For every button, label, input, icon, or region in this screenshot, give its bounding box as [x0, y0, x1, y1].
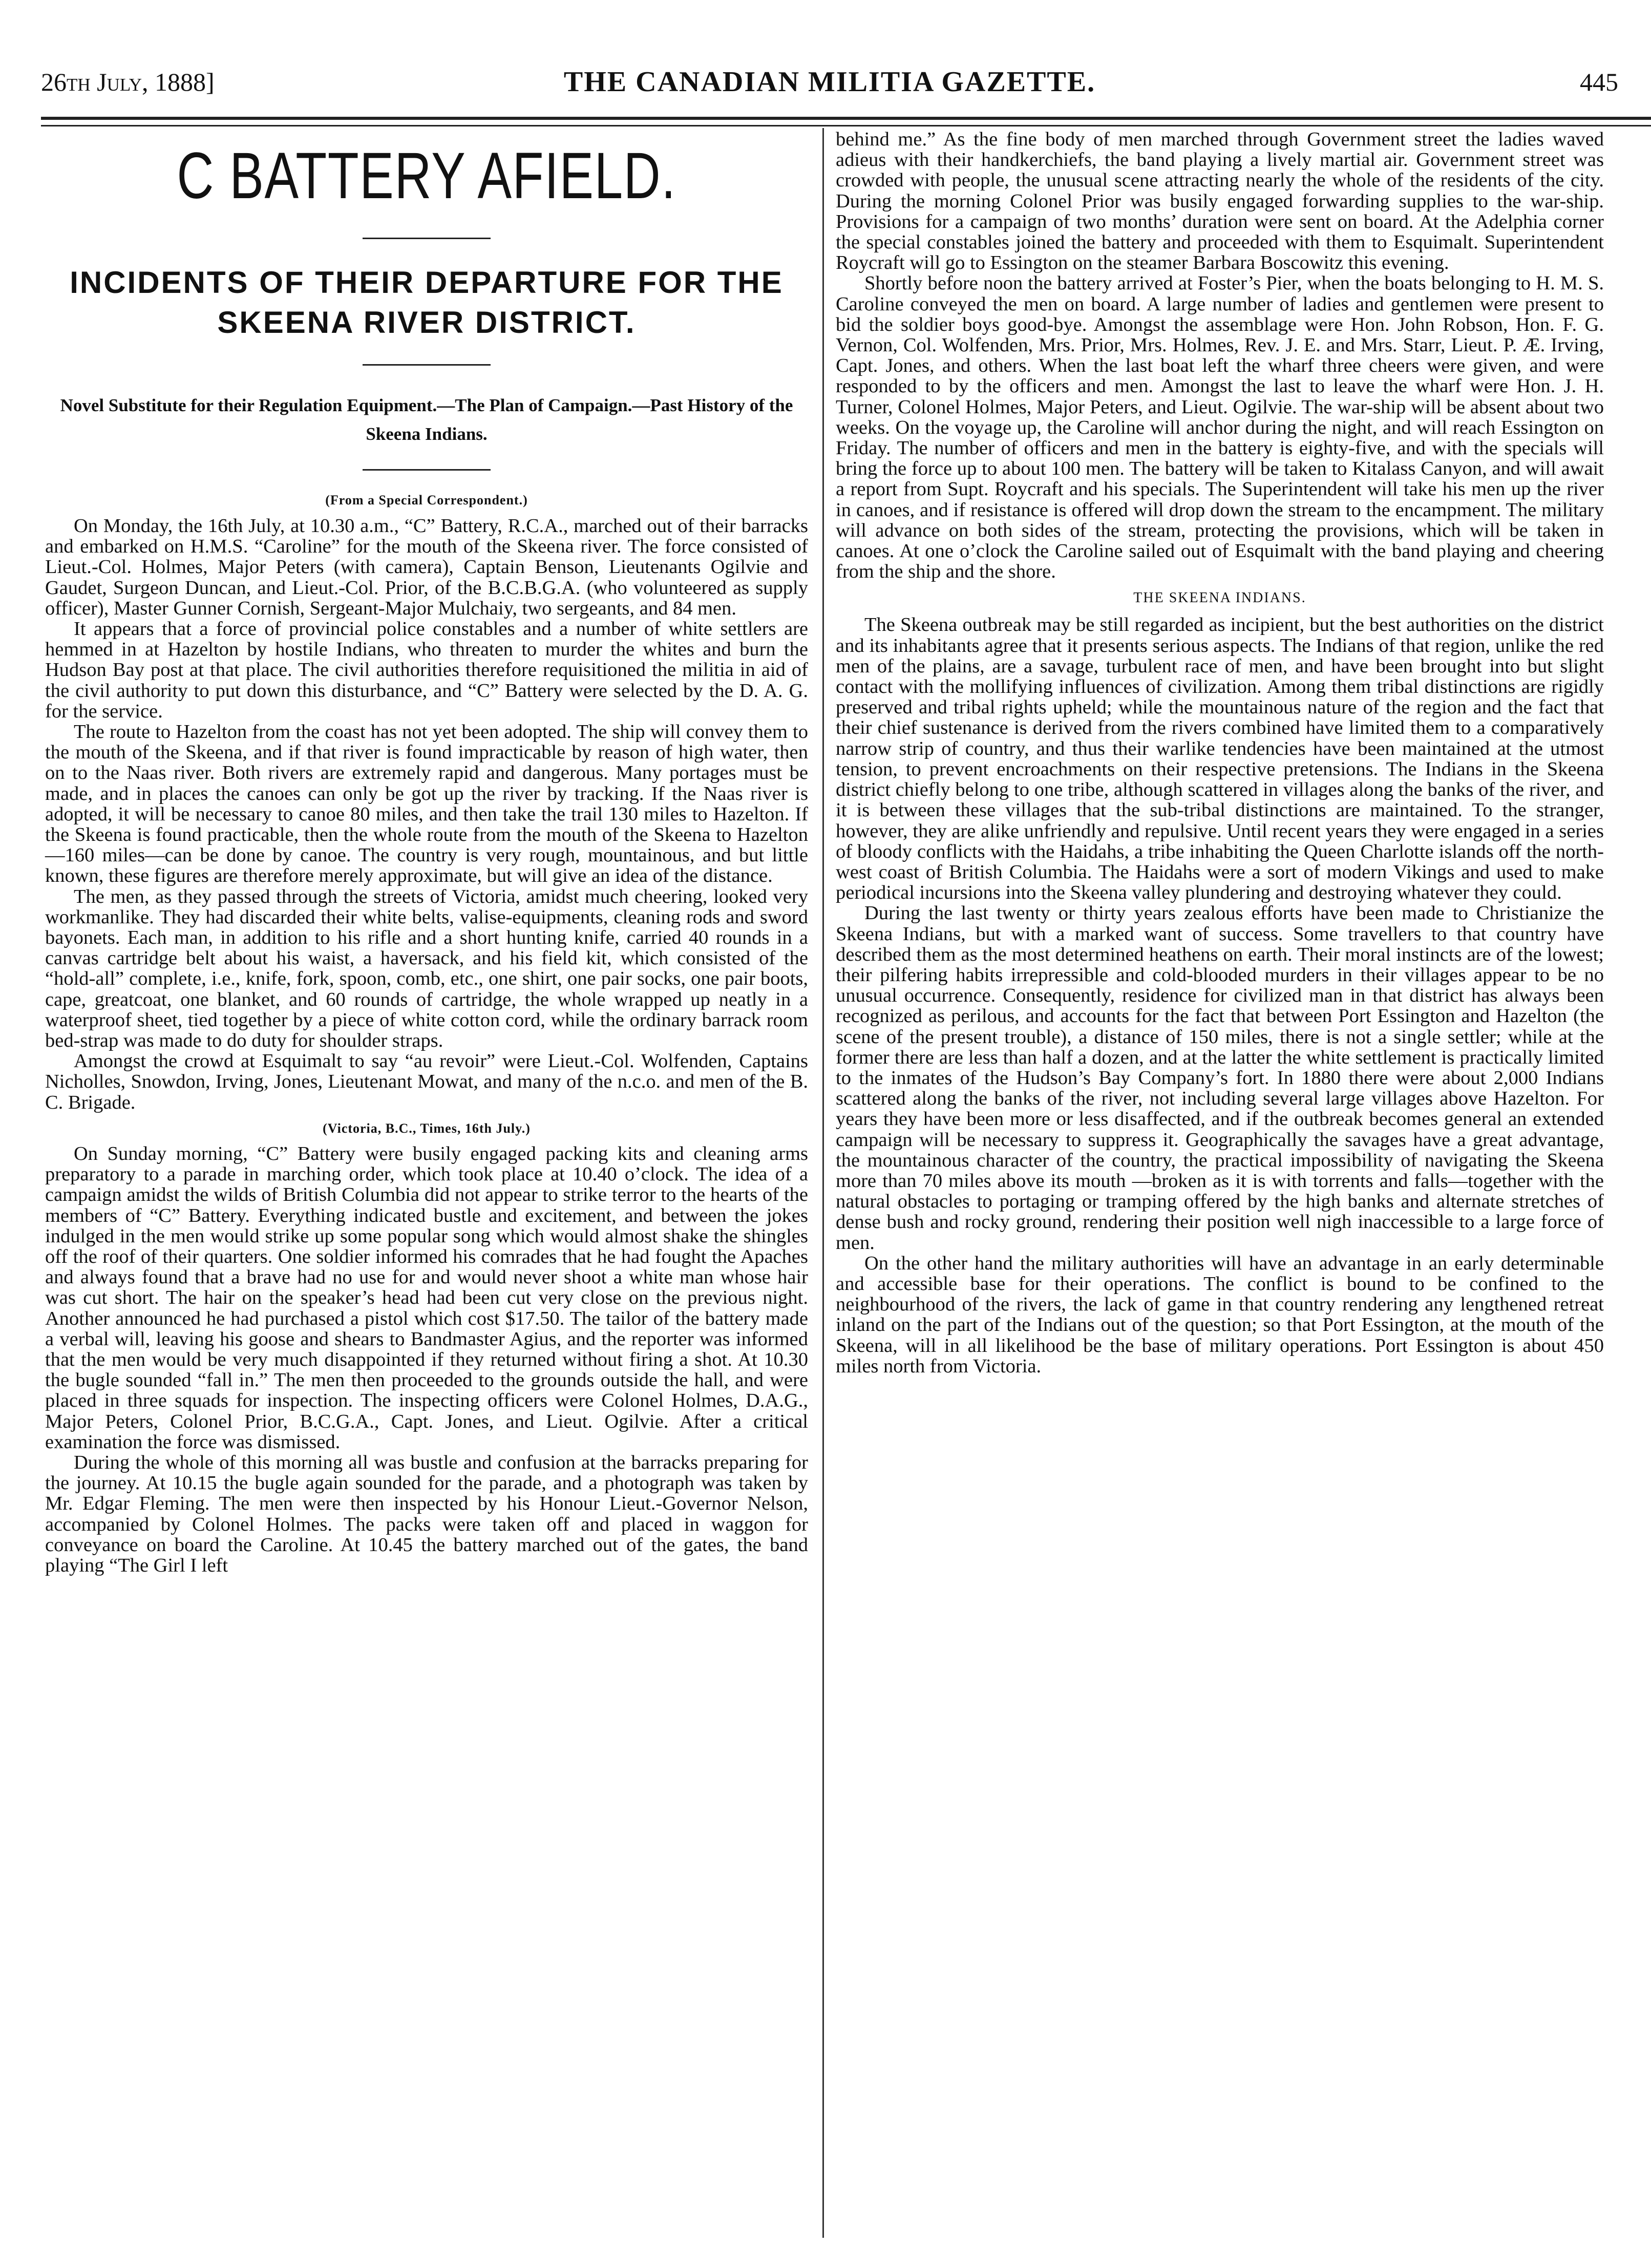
right-column [836, 129, 1604, 1376]
headline-rule [363, 364, 491, 366]
left-column [45, 128, 808, 1576]
paragraph: Shortly before noon the battery arrived at Foster’s Pier, when the boats belonging to H. M. S. Caroline conveyed the men on board. A large number of ladies and gentlemen were present to bid the soldier boys good-bye. Amongst the assemblage were Hon. John Robson, Hon. F. G. Vernon, Col. Wolfenden, Mrs. Prior, Mrs. Holmes, Rev. J. E. and Mrs. Starr, Lieut. P. Æ. Irving, Capt. Jones, and others. When the last boat left the wharf three cheers were given, and were responded to by the officers and men. Amongst the last to leave the wharf were Hon. J. H. Turner, Colonel Holmes, Major Peters, and Lieut. Ogilvie. The war-ship will be absent about two weeks. On the voyage up, the Caroline will anchor during the night, and will reach Essington on Friday. The number of officers and men in the battery is eighty-five, and with the specials will bring the force up to about 100 men. The battery will be taken to Kitalass Canyon, and will await a report from Supt. Roycraft and his specials. The Superintendent will take his men up the river in canoes, and if resistance is offered will drop down the stream to the encampment. The military will advance on both sides of the stream, protecting the provisions, which will be taken in canoes. At one o’clock the Caroline sailed out of Esquimalt with the band playing and cheering from the ship and the shore. [836, 272, 1604, 583]
paragraph: Amongst the crowd at Esquimalt to say “au revoir” were Lieut.-Col. Wolfenden, Captains Nicholles, Snowdon, Irving, Jones, Lieutenant Mowat, and many of the n.c.o. and men of the B. C. Brigade. [45, 1050, 808, 1113]
page-header [41, 61, 1618, 102]
article-headline: INCIDENTS OF THEIR DEPARTURE FOR THE SKEENA RIVER DISTRICT. [70, 265, 784, 340]
masthead: THE CANADIAN MILITIA GAZETTE. [563, 66, 1096, 98]
paragraph: During the whole of this morning all was bustle and confusion at the barracks preparing for the journey. At 10.15 the bugle again sounded for the parade, and a photograph was taken by Mr. Edgar Fleming. The men were then inspected by his Honour Lieut.-Governor Nelson, accompanied by Colonel Holmes. The packs were taken off and placed in waggon for conveyance on board the Caroline. At 10.45 the battery marched out of the gates, the band playing “The Girl I left [45, 1451, 808, 1576]
paragraph: On Sunday morning, “C” Battery were busily engaged packing kits and cleaning arms preparatory to a parade in marching order, which took place at 10.40 o’clock. The idea of a campaign amidst the wilds of British Columbia did not appear to strike terror to the hearts of the members of “C” Battery. Everything indicated bustle and excitement, and between the jokes indulged in the men would strike up some popular song which would almost shake the shingles off the roof of their quarters. One soldier informed his comrades that he had fought the Apaches and always found that a brave had no use for and would never shoot a white man whose hair was cut short. The hair on the speaker’s head had been cut very close on the previous night. Another announced he had purchased a pistol which cost $17.50. The tailor of the battery made a verbal will, leaving his goose and shears to Bandmaster Agius, and the reporter was informed that the men would be very much disappointed if they returned without firing a shot. At 10.30 the bugle sounded “fall in.” The men then proceeded to the grounds outside the hall, and were placed in three squads for inspection. The inspecting officers were Colonel Holmes, D.A.G., Major Peters, Colonel Prior, B.C.G.A., Capt. Jones, and Lieut. Ogilvie. After a critical examination the force was dismissed. [45, 1142, 808, 1453]
page-number: 445 [1580, 68, 1618, 96]
correspondent-credit: (From a Special Correspondent.) [325, 493, 528, 507]
paragraph: behind me.” As the fine body of men marched through Government street the ladies waved adieus with their handkerchiefs, the band playing a lively martial air. Government street was crowded with people, the unusual scene attracting nearly the whole of the residents of the city. During the morning Colonel Prior was busily engaged forwarding supplies to the war-ship. Provisions for a campaign of two months’ duration were sent on board. At the Adelphia corner the special constables joined the battery and proceeded with them to Esquimalt. Superintendent Roycraft will go to Essington on the steamer Barbara Boscowitz this evening. [836, 129, 1604, 274]
paragraph: It appears that a force of provincial police constables and a number of white settlers are hemmed in at Hazelton by hostile Indians, who threaten to murder the whites and burn the Hudson Bay post at that place. The civil authorities therefore requisitioned the militia in aid of the civil authority to put down this disturbance, and “C” Battery were selected by the D. A. G. for the service. [45, 618, 808, 722]
article-deck: Novel Substitute for their Regulation Equipment.—The Plan of Campaign.—Past History of the Skeena Indians. [60, 395, 793, 444]
column-divider [822, 128, 824, 2238]
article-title: C BATTERY AFIELD. [177, 139, 676, 213]
paragraph: The route to Hazelton from the coast has not yet been adopted. The ship will convey them to the mouth of the Skeena, and if that river is found impracticable by reason of high water, then on to the Naas river. Both rivers are extremely rapid and dangerous. Many portages must be made, and in places the canoes can only be got up the river by tracking. If the Naas river is adopted, it will be necessary to canoe 80 miles, and then take the trail 130 miles to Hazelton. If the Skeena is found practicable, then the whole route from the mouth of the Skeena to Hazelton—160 miles—can be done by canoe. The country is very rough, mountainous, and but little known, these figures are therefore merely approximate, but will give an idea of the distance. [45, 721, 808, 887]
deck-rule [363, 469, 491, 471]
paragraph: On Monday, the 16th July, at 10.30 a.m., “C” Battery, R.C.A., marched out of their barracks and embarked on H.M.S. “Caroline” for the mouth of the Skeena river. The force consisted of Lieut.-Col. Holmes, Major Peters (with camera), Captain Benson, Lieutenants Ogilvie and Gaudet, Surgeon Duncan, and Lieut.-Col. Prior, of the B.C.B.G.A. (who volunteered as supply officer), Master Gunner Cornish, Sergeant-Major Mulchaiy, two sergeants, and 84 men. [45, 515, 808, 619]
title-rule [363, 238, 491, 239]
section-subhead: THE SKEENA INDIANS. [1133, 590, 1306, 606]
header-rule-thin [41, 125, 1651, 126]
paragraph: The men, as they passed through the streets of Victoria, amidst much cheering, looked very workmanlike. They had discarded their white belts, valise-equipments, cleaning rods and sword bayonets. Each man, in addition to his rifle and a short hunting knife, carried 40 rounds in a canvas cartridge belt about his waist, a haversack, and his field kit, which consisted of the “hold-all” complete, i.e., knife, fork, spoon, comb, etc., one shirt, one pair socks, one pair boots, cape, greatcoat, one blanket, and 60 rounds of cartridge, the whole wrapped up neatly in a waterproof sheet, tied together by a piece of white cotton cord, while the ordinary barrack room bed-strap was made to do duty for shoulder straps. [45, 885, 808, 1052]
paragraph: The Skeena outbreak may be still regarded as incipient, but the best authorities on the district and its inhabitants agree that it presents serious aspects. The Indians of that region, unlike the red men of the plains, are a savage, turbulent race of men, and have been brought into but slight contact with the mollifying influences of civilization. Among them tribal distinctions are rigidly preserved and tribal rights upheld; while the mountainous nature of the region and the fact that their chief sustenance is derived from the rivers combined have limited them to a comparatively narrow strip of country, and thus their warlike tendencies have been maintained at the utmost tension, to prevent encroachments on their respective pretensions. The Indians in the Skeena district chiefly belong to one tribe, although scattered in villages along the banks of the river, and it is between these villages that the sub-tribal distinctions are maintained. To the stranger, however, they are alike unfriendly and repulsive. Until recent years they were engaged in a series of bloody conflicts with the Haidahs, a tribe inhabiting the Queen Charlotte islands off the north-west coast of British Columbia. The Haidahs were a sort of modern Vikings and used to make periodical incursions into the Skeena valley plundering and destroying whatever they could. [836, 614, 1604, 904]
paragraph: During the last twenty or thirty years zealous efforts have been made to Christianize the Skeena Indians, but with a marked want of success. Some travellers to that country have described them as the most determined heathens on earth. Their moral instincts are of the lowest; their pilfering habits irrepressible and cold-blooded murders in their villages appear to be no unusual occurrence. Consequently, residence for civilized man in that district has always been recognized as perilous, and accounts for the fact that between Port Essington and Hazelton (the scene of the present trouble), a distance of 150 miles, there is not a single settler; while at the former there are less than half a dozen, and at the latter the white settlement is practically limited to the inmates of the Hudson’s Bay Company’s fort. In 1880 there were about 2,000 Indians scattered along the banks of the river, not including several large villages above Hazelton. For years they have been more or less disaffected, and if the outbreak becomes general an extended campaign will be necessary to suppress it. Geographically the savages have a great advantage, the mountainous character of the country, the practical impossibility of navigating the Skeena more than 70 miles above its mouth —broken as it is with torrents and falls—together with the natural obstacles to portaging or tramping offered by the high banks and alternate stretches of dense bush and rocky ground, rendering their position well nigh inaccessible to a large force of men. [836, 902, 1604, 1254]
paragraph: On the other hand the military authorities will have an advantage in an early determinable and accessible base for their operations. The conflict is bound to be confined to the neighbourhood of the rivers, the lack of game in that country rendering any lengthened retreat inland on the part of the Indians out of the question; so that Port Essington, at the mouth of the Skeena, will in all likelihood be the base of military operations. Port Essington is about 450 miles north from Victoria. [836, 1252, 1604, 1377]
source-credit: (Victoria, B.C., Times, 16th July.) [323, 1120, 531, 1136]
issue-date: 26th July, 1888] [41, 68, 215, 96]
header-rule-thick [41, 117, 1651, 120]
